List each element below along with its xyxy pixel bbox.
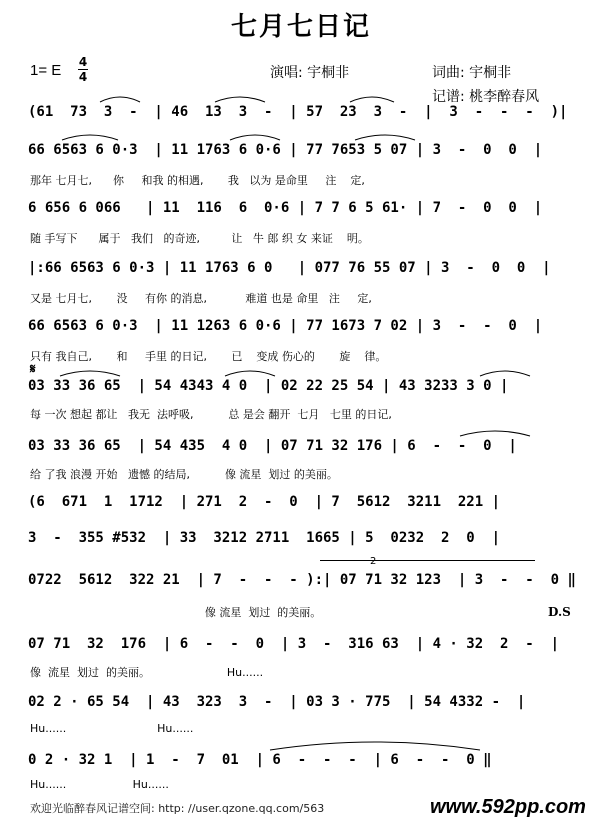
staff-line-12-lyrics: Hu...... Hu......	[30, 722, 194, 735]
staff-line-10-notes: 0722 5612 322 21 | 7 - - - ):| 07 71 32 123 | 3 - - 0 ‖	[28, 572, 576, 588]
staff-line-12-notes: 02 2 · 65 54 | 43 323 3 - | 03 3 · 775 | 54 4332 - |	[28, 694, 526, 710]
staff-line-6-lyrics: 每 一次 想起 都让 我无 法呼吸, 总 是会 翻开 七月 七里 的日记,	[30, 408, 392, 421]
staff-line-5-notes: 66 6563 6 0·3 | 11 1263 6 0·6 | 77 1673 7 02 | 3 - - 0 |	[28, 318, 543, 334]
ds-mark: D.S	[548, 605, 571, 619]
segno-mark: 𝄋	[30, 362, 36, 377]
lyricist-label: 词曲:	[432, 65, 465, 81]
staff-line-2-notes: 66 6563 6 0·3 | 11 1763 6 0·6 | 77 7653 5 07 | 3 - 0 0 |	[28, 142, 543, 158]
staff-line-13-lyrics: Hu...... Hu......	[30, 778, 169, 791]
lyricist-name: 宇桐非	[469, 65, 512, 81]
staff-line-4-lyrics: 又是 七月七, 没 有你 的消息, 难道 也是 命里 注 定,	[30, 292, 372, 305]
staff-line-4-notes: |:66 6563 6 0·3 | 11 1763 6 0 | 077 76 55 07 | 3 - 0 0 |	[28, 260, 551, 276]
staff-line-2-lyrics: 那年 七月七, 你 和我 的相遇, 我 以为 是命里 注 定,	[30, 174, 365, 187]
staff-line-3-lyrics: 随 手写下 属于 我们 的奇迹, 让 牛 郎 织 女 来证 明。	[30, 232, 369, 245]
staff-line-7-lyrics: 给 了我 浪漫 开始 遗憾 的结局, 像 流星 划过 的美丽。	[30, 468, 338, 481]
staff-line-5-lyrics: 只有 我自己, 和 手里 的日记, 已 变成 伤心的 旋 律。	[30, 350, 387, 363]
transcriber-label: 记谱:	[432, 89, 465, 105]
staff-line-3-notes: 6 656 6 066 | 11 116 6 0·6 | 7 7 6 5 61· | 7 - 0 0 |	[28, 200, 543, 216]
staff-line-13-notes: 0 2 · 32 1 | 1 - 7 01 | 6 - - - | 6 - - 0 ‖	[28, 752, 492, 768]
time-signature-top: 4	[78, 55, 88, 69]
footer-visit-text: 欢迎光临醉春风记谱空间: http: //user.qzone.qq.com/563	[30, 802, 325, 815]
staff-line-9-notes: 3 - 355 #532 | 33 3212 2711 1665 | 5 0232 2 0 |	[28, 530, 501, 546]
staff-line-8-notes: (6 671 1 1712 | 271 2 - 0 | 7 5612 3211 221 |	[28, 494, 501, 510]
song-title: 七月七日记	[230, 12, 371, 42]
time-signature-bottom: 4	[78, 70, 88, 84]
key-signature: 1= E	[30, 62, 62, 79]
footer-site-logo[interactable]: www.592pp.com	[430, 796, 586, 818]
singer-name: 宇桐非	[307, 65, 350, 81]
staff-line-1-notes: (61 73 3 - | 46 13 3 - | 57 23 3 - | 3 - - - )|	[28, 104, 568, 120]
volta-number: 2	[370, 556, 377, 567]
staff-line-11-notes: 07 71 32 176 | 6 - - 0 | 3 - 316 63 | 4 · 32 2 - |	[28, 636, 560, 652]
singer-label: 演唱:	[270, 65, 303, 81]
staff-line-7-notes: 03 33 36 65 | 54 435 4 0 | 07 71 32 176 | 6 - - 0 |	[28, 438, 517, 454]
staff-line-10-lyrics: 像 流星 划过 的美丽。	[30, 606, 322, 619]
staff-line-11-lyrics: 像 流星 划过 的美丽。 Hu......	[30, 666, 264, 679]
staff-line-6-notes: 03 33 36 65 | 54 4343 4 0 | 02 22 25 54 | 43 3233 3 0 |	[28, 378, 509, 394]
transcriber-name: 桃李醉春风	[469, 89, 540, 105]
